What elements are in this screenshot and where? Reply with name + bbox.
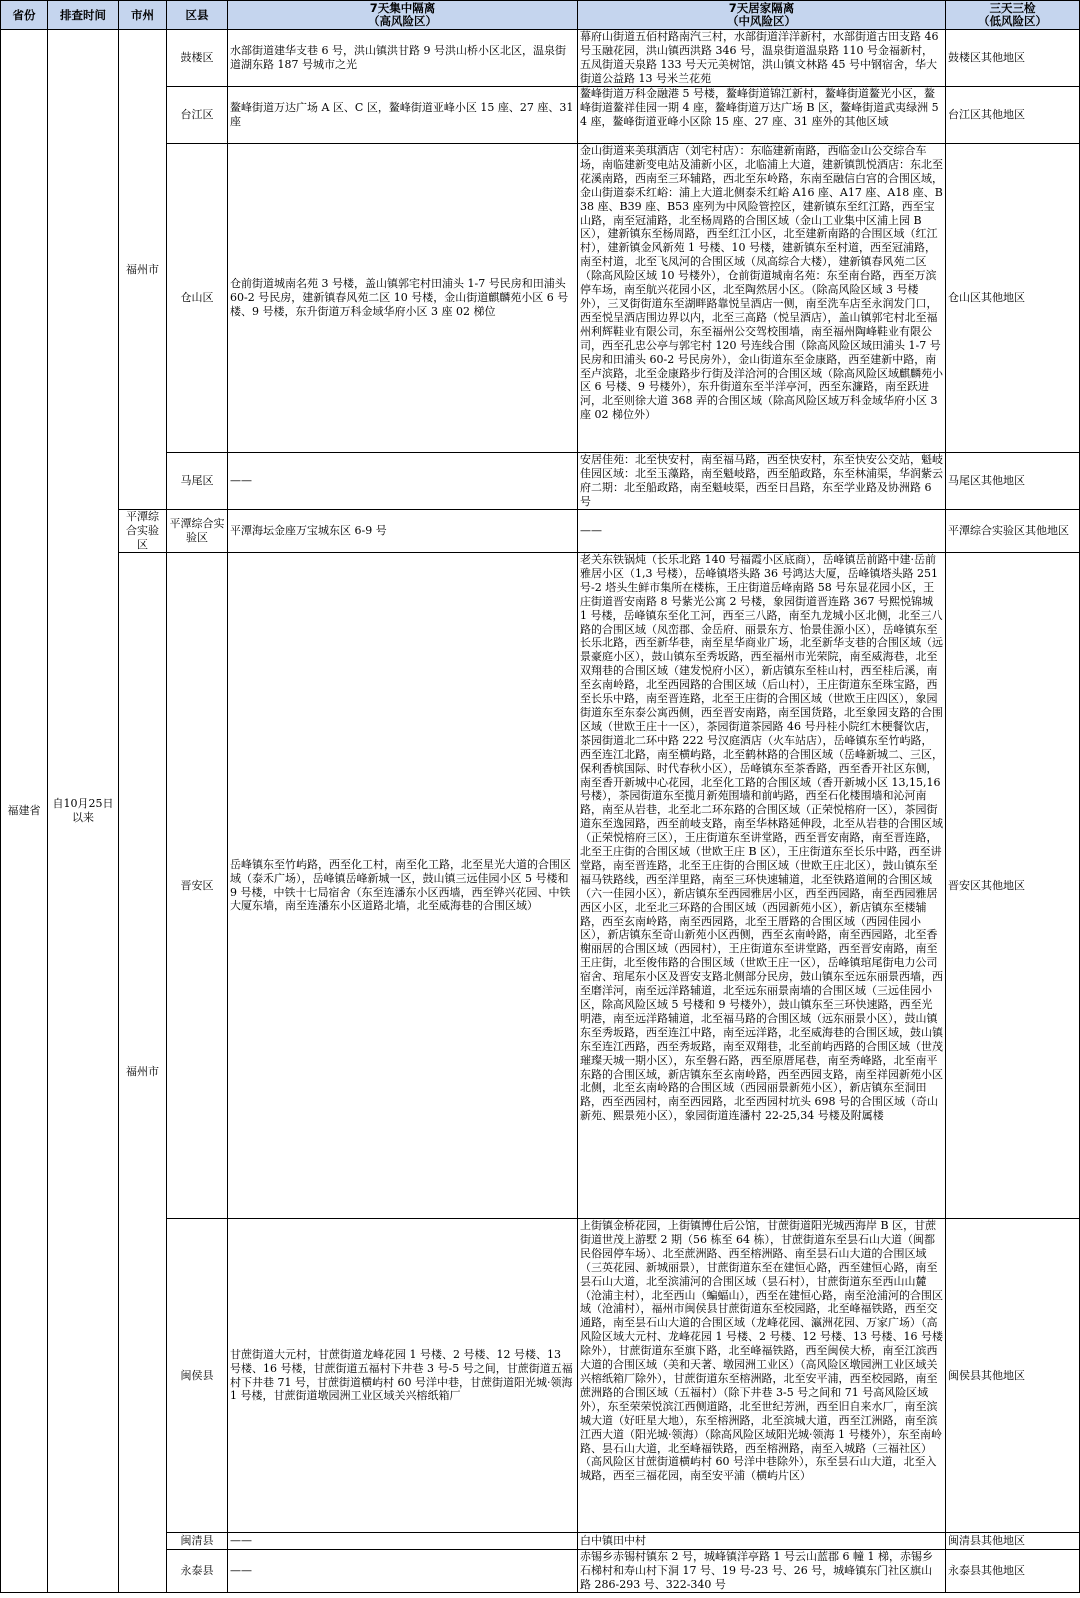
header-mid-title: 7天居家隔离 [728, 1, 795, 15]
table-row [1, 510, 1080, 553]
high-risk-cell: —— [228, 1533, 578, 1550]
high-risk-cell: 仓前街道城南名苑 3 号楼，盖山镇郭宅村田浦头 1-7 号民房和田浦头 60-2 号民房，建新镇春风苑二区 10 号楼，金山街道麒麟苑小区 6 号楼、9 号楼，东升街道万科金域华府小区 3 座 02 梯位 [228, 144, 578, 453]
header-mid-risk [578, 1, 946, 30]
province-cell: 福建省 [1, 30, 48, 1593]
header-low-title: 三天三检 [989, 1, 1036, 15]
table-row [1, 553, 1080, 1219]
mid-risk-cell: 白中镇田中村 [578, 1533, 946, 1550]
high-risk-cell: —— [228, 1550, 578, 1593]
header-city: 市州 [119, 1, 167, 30]
mid-risk-cell: 幕府山街道五佰村路南汽三村，水部街道洋洋新村，水部街道古田支路 46 号玉融花园，洪山镇西洪路 346 号，温泉街道温泉路 110 号金福新村，五凤街道天泉路 133 号天元美树馆，洪山镇文林路 45 号中钢宿舍，华大街道公益路 13 号米兰花苑 [578, 30, 946, 87]
table-row [1, 30, 1080, 87]
header-mid-sub: （中风险区） [727, 14, 796, 28]
low-risk-cell: 鼓楼区其他地区 [946, 30, 1080, 87]
mid-risk-cell: 上街镇金桥花园，上街镇博仕后公馆，甘蔗街道阳光城西海岸 B 区，甘蔗街道世茂上游墅 2 期（56 栋至 64 栋），甘蔗街道东至昙石山大道（闽都民俗园停车场）、北至蔗洲路、西至榕洲路、南至昙石山大道的合围区域（三英花园、新城丽景），甘蔗街道东至在建恒心路，西至建恒心路，南至昙石山大道，北至滨浦河的合围区域（昙石村），甘蔗街道东至西山山麓（沧浦主村），北至西山（蝙蝠山），西至在建恒心路，南至沧浦河的合围区域（沧浦村），福州市闽侯县甘蔗街道东至校园路，北至峰福铁路，西至交通路，南至昙石山大道的合围区域（龙峰花园、瀛洲花园、万家广场）（高风险区域大元村、龙峰花园 1 号楼、2 号楼、12 号楼、13 号楼、16 号楼除外），甘蔗街道东至旗下路，北至峰福铁路，西至闽侯大桥，南至江滨西大道的合围区域（美和天著、墩园洲工业区）（高风险区墩园洲工业区域关兴榕纸箱厂除外），甘蔗街道东至榕洲路，北至安平浦，西至校园路，南至蔗洲路的合围区域（五福村）（除下井巷 3-5 号之间和 71 号高风险区域外），东至荣荣悦滨江西侧道路，北至世纪芳洲，西至旧自来水厂，南至滨城大道（好旺星大地），东至榕洲路，北至滨城大道，西至江洲路，南至滨江西大道（阳光城·领海）（除高风险区域阳光城·领海 1 号楼外），东至南岭路、昙石山大道，北至峰福铁路，西至榕洲路，南至入城路（三福社区）（高风险区甘蔗街道横屿村 60 号洋中巷除外），东至昙石山大道，北至入城路，西至三福花园，南至安平浦（横屿片区） [578, 1219, 946, 1533]
city-cell: 福州市 [119, 30, 167, 510]
low-risk-cell: 闽清县其他地区 [946, 1533, 1080, 1550]
low-risk-cell: 闽侯县其他地区 [946, 1219, 1080, 1533]
header-county: 区县 [167, 1, 228, 30]
county-cell: 仓山区 [167, 144, 228, 453]
header-time: 排查时间 [48, 1, 119, 30]
table-header-row [1, 1, 1080, 30]
low-risk-cell: 晋安区其他地区 [946, 553, 1080, 1219]
header-low-risk [946, 1, 1080, 30]
low-risk-cell: 马尾区其他地区 [946, 453, 1080, 510]
high-risk-cell: —— [228, 453, 578, 510]
county-cell: 闽侯县 [167, 1219, 228, 1533]
mid-risk-cell: 赤锡乡赤锡村镇东 2 号，城峰镇洋亭路 1 号云山蓝郡 6 幢 1 梯，赤锡乡石梯村和寿山村下洞 17 号、19 号-23 号、26 号，城峰镇东门社区旗山路 286-293 号、322-340 号 [578, 1550, 946, 1593]
county-cell: 马尾区 [167, 453, 228, 510]
header-high-sub: （高风险区） [368, 14, 437, 28]
mid-risk-cell: 鳌峰街道万科金融港 5 号楼，鳌峰街道锦江新村，鳌峰街道鳌光小区，鳌峰街道鳌祥佳园一期 4 座，鳌峰街道万达广场 B 区，鳌峰街道武夷绿洲 54 座，鳌峰街道亚峰小区除 15 座、27 座、31 座外的其他区域 [578, 87, 946, 144]
header-province: 省份 [1, 1, 48, 30]
header-low-sub: （低风险区） [978, 14, 1047, 28]
county-cell: 平潭综合实验区 [167, 510, 228, 553]
county-cell: 闽清县 [167, 1533, 228, 1550]
mid-risk-cell: 老关东铁锅炖（长乐北路 140 号福霞小区底商），岳峰镇岳前路中建·岳前雅居小区（1,3 号楼），岳峰镇塔头路 36 号鸿达大厦，岳峰镇塔头路 251 号-2 塔头生鲜市集所在楼栋，王庄街道岳峰南路 58 号东显花园小区，王庄街道晋安南路 8 号紫光公寓 2 号楼，象园街道晋连路 367 号熙悦锦城 1 号楼，岳峰镇东至化工河，西至三八路，南至九龙城小区北侧，北至三八路的合围区域（凤峦郡、金岳府、丽景东方、怡景佳源小区），岳峰镇东至长乐北路，西至新华巷，南至星华商业广场，北至新华支巷的合围区域（远景豪庭小区），鼓山镇东至秀坂路，西至福州市光荣院，南至威海巷，北至双翔巷的合围区域（建发悦府小区），新店镇东至桂山村，西至桂后溪，南至玄南岭路，北至西园路的合围区域（后山村），王庄街道东至珠宝路，西至长乐中路，南至晋连路，北至王庄街的合围区域（世欧王庄四区），象园街道东至东泰公寓西侧，西至晋安南路，南至国货路，北至象园支路的合围区域（世欧王庄十一区），茶园街道茶园路 46 号丹桂小院红木梗餐饮店，茶园街道北二环中路 222 号汉庭酒店（火车站店），岳峰镇东至竹屿路，西至连江北路，南至横屿路，北至鹤林路的合围区域（岳峰新城二、三区，保利香槟国际、时代春秋小区），岳峰镇东至茶香路，西至香开社区东侧，南至香开新城中心花园，北至化工路的合围区域（香开新城小区 13,15,16 号楼），茶园街道东至揽月新苑围墙和前屿路，西至石化楼围墙和沁河南路，南至从岩巷，北至北二环东路的合围区域（正荣悦榕府一区），茶园街道东至逸园路，西至前岐支路，南至华林路延伸段，北至从岩巷的合围区域（正荣悦榕府三区），王庄街道东至讲堂路，西至晋安南路，南至晋连路，北至王庄街的合围区域（世欧王庄 B 区），王庄街道东至长乐中路，西至讲堂路，南至晋连路，北至王庄街的合围区域（世欧王庄北区），鼓山镇东至福马铁路线，西至洋里路，南至三环快速辅道，北至铁路道闸的合围区域（六一佳园小区），新店镇东至西园雅居小区，西至西园路，南至西园雅居西区小区，北至北三环路的合围区域（西园新苑小区），新店镇东至楼辅路，西至玄南岭路，南至西园路，北至王厝路的合围区域（西园佳园小区），新店镇东至奇山新苑小区西侧，西至玄南岭路，南至西园路，北至香榭丽居的合围区域（西园村），王庄街道东至讲堂路，西至晋安南路，南至王庄街，北至俊伟路的合围区域（世欧王庄一区），岳峰镇琯尾街电力公司宿舍、琯尾东小区及晋安支路北侧部分民房，鼓山镇东至远东丽景西墙，西至磨洋河，南至远洋路辅道，北至远东丽景南墙的合围区域（三远佳园小区，除高风险区域 5 号楼和 9 号楼外），鼓山镇东至三环快速路，西至光明港，南至远洋路辅道，北至福马路的合围区域（远东丽景小区），鼓山镇东至秀坂路，西至连江中路，南至远洋路，北至威海巷的合围区域，鼓山镇东至连江西路，西至秀坂路，南至双翔巷，北至前屿西路的合围区域（世茂璀璨天城一期小区），东至磐石路，西至原厝尾巷，南至秀峰路，北至南平东路的合围区域，新店镇东至玄南岭路，西至西园支路，南至祥园新苑小区北侧，北至玄南岭路的合围区域（西园丽景新苑小区），新店镇东至洞田路，西至西园村，南至西园路，北至西园村坑头 698 号的合围区域（奇山新苑、熙景苑小区），象园街道连潘村 22-25,34 号楼及附属楼 [578, 553, 946, 1219]
low-risk-cell: 平潭综合实验区其他地区 [946, 510, 1080, 553]
county-cell: 晋安区 [167, 553, 228, 1219]
time-cell: 自10月25日以来 [48, 30, 119, 1593]
mid-risk-cell: 安居佳苑：北至快安村，南至福马路，西至快安村，东至快安公交站，魁岐佳园区域：北至玉藻路，南至魁岐路，西至船政路，东至林浦渠，华润紫云府二期：北至船政路，南至魁岐渠，西至日昌路，东至学业路及协洲路 6 号 [578, 453, 946, 510]
header-high-risk [228, 1, 578, 30]
high-risk-cell: 甘蔗街道大元村，甘蔗街道龙峰花园 1 号楼、2 号楼、12 号楼、13 号楼、16 号楼，甘蔗街道五福村下井巷 3 号-5 号之间，甘蔗街道五福村下井巷 71 号，甘蔗街道横屿村 60 号洋中巷，甘蔗街道阳光城·领海 1 号楼，甘蔗街道墩园洲工业区域关兴榕纸箱厂 [228, 1219, 578, 1533]
county-cell: 鼓楼区 [167, 30, 228, 87]
city-cell: 平潭综合实验区 [119, 510, 167, 553]
high-risk-cell: 岳峰镇东至竹屿路，西至化工村，南至化工路，北至星光大道的合围区域（泰禾广场），岳峰镇岳峰新城一区，鼓山镇三远佳园小区 5 号楼和 9 号楼，中铁十七局宿舍（东至连潘东小区西墙，西至铧兴花园、中铁大厦东墙，南至连潘东小区道路北墙，北至威海巷的合围区域） [228, 553, 578, 1219]
county-cell: 台江区 [167, 87, 228, 144]
mid-risk-cell: 金山街道来美琪酒店（刘宅村店）：东临建新南路，西临金山公交综合车场，南临建新变电站及浦新小区，北临浦上大道，建新镇凯悦酒店：东北至花溪南路，西南至三环辅路，西北至东岭路，东南至融信白宫的合围区域，金山街道泰禾红峪：浦上大道北侧泰禾红峪 A16 座、A17 座、A18 座、B38 座、B39 座、B53 座列为中风险管控区，建新镇东至红江路，西至宝山路，南至冠浦路，北至杨周路的合围区域（金山工业集中区浦上园 B 区），建新镇东至杨周路，西至红江小区，北至建新南路的合围区域（红江村），建新镇金风新苑 1 号楼、10 号楼，建新镇东至村道，西至冠浦路，南至村道，北至飞凤河的合围区域（凤高综合大楼），建新镇春风苑二区（除高风险区域 10 号楼外），仓前街道城南名苑：东至南台路，西至万滨停车场，南至航兴花园小区，北至陶然居小区。（除高风险区域 3 号楼外），三叉街街道东至湖畔路靠悦呈酒店一侧，南至洗车店至永润发门口，西至悦呈酒店围边界以内，北至三高路（悦呈酒店），盖山镇郭宅村北至福州利辉鞋业有限公司，东至福州公交驾校围墙，南至福州陶峰鞋业有限公司，西至孔忠公亭与郭宅村 120 号连线合围（除高风险区域田浦头 1-7 号民房和田浦头 60-2 号民房外），金山街道东至金康路，西至建新中路，南至卢滨路，北至金康路步行街及洋洽河的合围区域（除高风险区域麒麟苑小区 6 号楼、9 号楼外），东升街道东至半洋亭河，西至东濂路，南至跃进河，北至则徐大道 368 弄的合围区域（除高风险区域万科金域华府小区 3 座 02 梯位外） [578, 144, 946, 453]
high-risk-cell: 水部街道建华支巷 6 号，洪山镇洪甘路 9 号洪山桥小区北区，温泉街道湖东路 187 号城市之光 [228, 30, 578, 87]
low-risk-cell: 台江区其他地区 [946, 87, 1080, 144]
mid-risk-cell: —— [578, 510, 946, 553]
high-risk-cell: 平潭海坛金座万宝城东区 6-9 号 [228, 510, 578, 553]
header-high-title: 7天集中隔离 [369, 1, 436, 15]
low-risk-cell: 永泰县其他地区 [946, 1550, 1080, 1593]
county-cell: 永泰县 [167, 1550, 228, 1593]
city-cell: 福州市 [119, 553, 167, 1593]
low-risk-cell: 仓山区其他地区 [946, 144, 1080, 453]
high-risk-cell: 鳌峰街道万达广场 A 区、C 区，鳌峰街道亚峰小区 15 座、27 座、31 座 [228, 87, 578, 144]
